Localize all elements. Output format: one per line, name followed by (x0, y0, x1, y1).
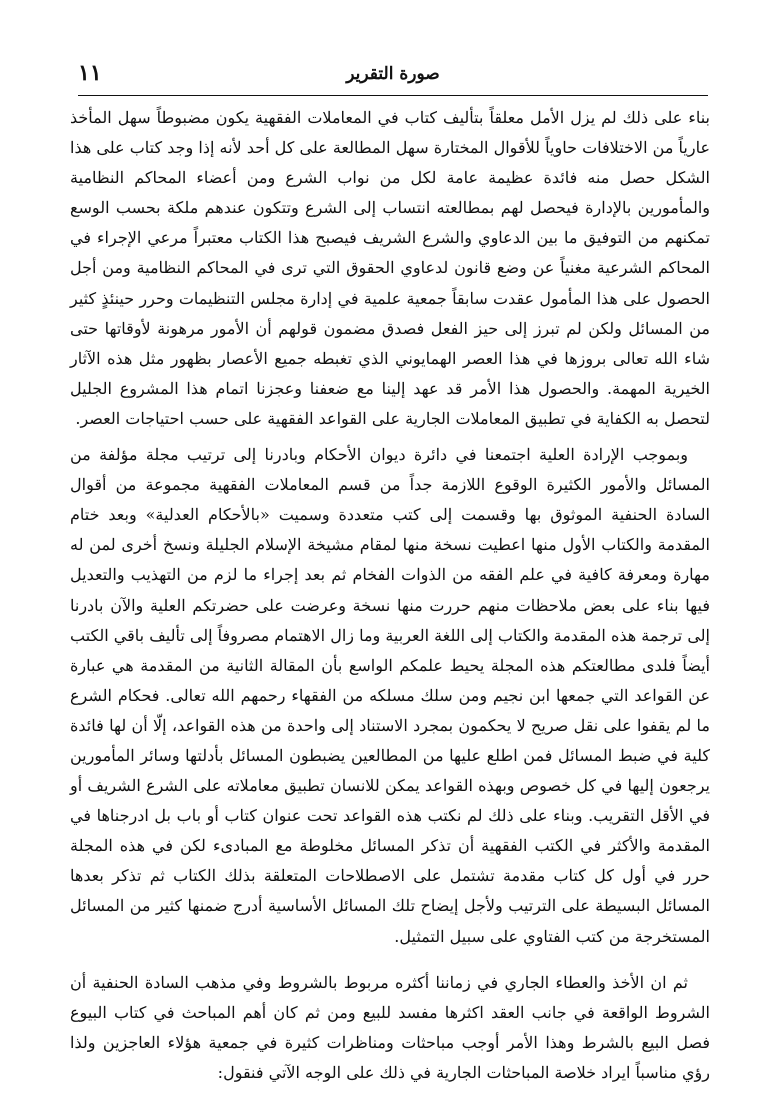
body-text (70, 103, 710, 1088)
paragraph-2: وبموجب الإرادة العلية اجتمعنا في دائرة ديوان الأحكام وبادرنا إلى ترتيب مجلة مؤلفة من المسائل والأمور الكثيرة الوقوع اللازمة جداً من قسم المعاملات الفقهية مجموعة من أقوال السادة الحنفية الموثوق بها وقسمت إلى كتب متعددة وسميت «بالأحكام العدلية» وبعد ختام المقدمة والكتاب الأول منها اعطيت نسخة منها لمقام مشيخة الإسلام الجليلة ونسخ أخرى لمن له مهارة ومعرفة كافية في علم الفقه من الذوات الفخام ثم بعد إجراء ما لزم من التهذيب والتعديل فيها بناء على بعض ملاحظات منهم حررت منها نسخة وعرضت على حضرتكم العلية والآن بادرنا إلى ترجمة هذه المقدمة والكتاب إلى اللغة العربية وما زال الاهتمام مصروفاً إلى تأليف باقي الكتب أيضاً فلدى مطالعتكم هذه المجلة يحيط علمكم الواسع بأن المقالة الثانية من المقدمة هي عبارة عن القواعد التي جمعها ابن نجيم ومن سلك مسلكه من الفقهاء رحمهم الله تعالى. فحكام الشرع ما لم يقفوا على نقل صريح لا يحكمون بمجرد الاستناد إلى واحدة من هذه القواعد، إلّا أن لها فائدة كلية في ضبط المسائل فمن اطلع عليها من المطالعين يضبطون المسائل بأدلتها وسائر المأمورين يرجعون إليها في كل خصوص وبهذه القواعد يمكن للانسان تطبيق معاملاته على الشرع الشريف أو في الأقل التقريب. وبناء على ذلك لم نكتب هذه القواعد تحت عنوان كتاب أو باب بل ادرجناها في المقدمة والأكثر في الكتب الفقهية أن تذكر المسائل مخلوطة مع المبادىء لكن في هذه المجلة حرر في أول كل كتاب مقدمة تشتمل على الاصطلاحات المتعلقة بذلك الكتاب ثم تذكر بعدها المسائل البسيطة على الترتيب ولأجل إيضاح تلك المسائل الأساسية أدرج ضمنها كثير من المسائل المستخرجة من كتب الفتاوي على سبيل التمثيل. (70, 445, 711, 946)
page-number: ١١ (78, 60, 102, 86)
paragraph-3: ثم ان الأخذ والعطاء الجاري في زماننا أكثره مربوط بالشروط وفي مذهب السادة الحنفية أن الشروط الواقعة في جانب العقد اكثرها مفسد للبيع ومن ثم كان أهم المباحث في كتاب البيوع فصل البيع بالشرط وهذا الأمر أوجب مباحثات ومناظرات كثيرة في جمعية هؤلاء العاجزين ولذا رؤي مناسباً ايراد خلاصة المباحثات الجارية في ذلك على الوجه الآتي فنقول: (70, 972, 710, 1082)
header-divider (78, 95, 708, 96)
page-header (78, 58, 708, 94)
paragraph-1: بناء على ذلك لم يزل الأمل معلقاً بتأليف كتاب في المعاملات الفقهية يكون مضبوطاً سهل المأخذ عارياً من الاختلافات حاوياً للأقوال المختارة سهل المطالعة على كل أحد لأنه إذا وجد كتاب على هذا الشكل حصل منه فائدة عظيمة عامة لكل من نواب الشرع ومن أعضاء المحاكم النظامية والمأمورين بالإدارة فيحصل لهم بمطالعته انتساب إلى الشرع وتتكون عندهم ملكة بحسب الوسع تمكنهم من التوفيق ما بين الدعاوي والشرع الشريف فيصبح هذا الكتاب معتبراً مرعي الإجراء في المحاكم الشرعية مغنياً عن وضع قانون لدعاوي الحقوق التي ترى في المحاكم النظامية ومن أجل الحصول على هذا المأمول عقدت سابقاً جمعية علمية في إدارة مجلس التنظيمات وحرر حينئذٍ كثير من المسائل ولكن لم تبرز إلى حيز الفعل فصدق مضمون قولهم أن الأمور مرهونة لأوقاتها حتى شاء الله تعالى بروزها في هذا العصر الهمايوني الذي تغبطه جميع الأعصار بظهور مثل هذه الآثار الخيرية المهمة. والحصول هذا الأمر قد عهد إلينا مع ضعفنا وعجزنا اتمام هذا المشروع الجليل لتحصل به الكفاية في تطبيق المعاملات الجارية على القواعد الفقهية على حسب احتياجات العصر. (70, 108, 711, 428)
running-title: صورة التقرير (346, 64, 440, 84)
